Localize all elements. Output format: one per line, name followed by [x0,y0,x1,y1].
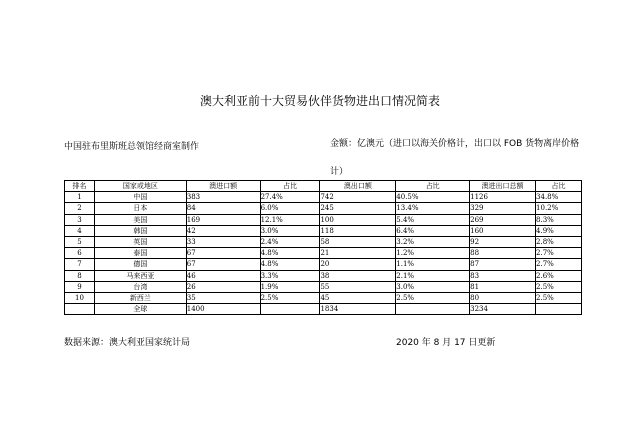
rank-cell: 1 [65,192,95,203]
trade-total-cell: 329 [470,203,536,214]
trade-total-cell: 1126 [470,192,536,203]
import-cell: 33 [186,236,260,247]
total-label: 全球 [94,304,186,315]
export-cell: 742 [320,192,396,203]
country-cell: 泰国 [94,248,186,259]
country-cell: 韩国 [94,225,186,236]
export-share-cell: 1.2% [396,248,470,259]
export-cell: 20 [320,259,396,270]
export-cell: 100 [320,214,396,225]
export-share-cell: 1.1% [396,259,470,270]
export-share-cell: 2.5% [396,292,470,303]
table-row [65,214,582,225]
import-cell: 169 [186,214,260,225]
export-cell: 58 [320,236,396,247]
country-cell: 新西兰 [94,292,186,303]
export-share-cell: 2.1% [396,270,470,281]
export-cell: 45 [320,292,396,303]
trade-share-cell: 2.8% [536,236,582,247]
table-row [65,259,582,270]
rank-cell: 7 [65,259,95,270]
rank-cell: 5 [65,236,95,247]
header-export-share: 占比 [396,181,470,192]
export-share-cell: 6.4% [396,225,470,236]
table-row [65,203,582,214]
table-row [65,236,582,247]
table-row [65,192,582,203]
trade-share-cell: 2.6% [536,270,582,281]
page-title: 澳大利亚前十大贸易伙伴货物进出口情况简表 [199,94,440,108]
rank-cell: 8 [65,270,95,281]
export-share-cell: 40.5% [396,192,470,203]
table-row [65,248,582,259]
trade-total-cell: 92 [470,236,536,247]
import-share-cell: 27.4% [260,192,320,203]
trade-share-cell: 2.7% [536,248,582,259]
total-export: 1834 [320,304,396,315]
header-country: 国家或地区 [94,181,186,192]
country-cell: 德国 [94,259,186,270]
import-share-cell: 1.9% [260,281,320,292]
table-header-row [65,181,582,192]
country-cell: 马来西亚 [94,270,186,281]
header-trade-total: 澳进出口总额 [470,181,536,192]
table-row [65,281,582,292]
total-export-share [396,304,470,315]
total-row [65,304,582,315]
export-share-cell: 3.0% [396,281,470,292]
rank-cell: 9 [65,281,95,292]
import-cell: 42 [186,225,260,236]
header-trade-share: 占比 [536,181,582,192]
trade-share-cell: 8.3% [536,214,582,225]
import-share-cell: 3.3% [260,270,320,281]
country-cell: 中国 [94,192,186,203]
country-cell: 日本 [94,203,186,214]
trade-total-cell: 83 [470,270,536,281]
trade-share-cell: 10.2% [536,203,582,214]
import-cell: 26 [186,281,260,292]
total-trade-share [536,304,582,315]
trade-share-cell: 4.9% [536,225,582,236]
trade-share-cell: 2.5% [536,281,582,292]
table-row [65,225,582,236]
producer-note: 中国驻布里斯班总领馆经商室制作 [64,142,200,152]
rank-cell: 10 [65,292,95,303]
export-share-cell: 5.4% [396,214,470,225]
header-import: 澳进口额 [186,181,260,192]
rank-cell: 2 [65,203,95,214]
total-import-share [260,304,320,315]
country-cell: 美国 [94,214,186,225]
country-cell: 英国 [94,236,186,247]
trade-share-cell: 2.7% [536,259,582,270]
export-cell: 21 [320,248,396,259]
header-import-share: 占比 [260,181,320,192]
rank-cell: 4 [65,225,95,236]
import-share-cell: 2.4% [260,236,320,247]
import-cell: 67 [186,248,260,259]
trade-total-cell: 81 [470,281,536,292]
import-share-cell: 2.5% [260,292,320,303]
total-import: 1400 [186,304,260,315]
trade-total-cell: 160 [470,225,536,236]
trade-total-cell: 80 [470,292,536,303]
header-export: 澳出口额 [320,181,396,192]
import-cell: 84 [186,203,260,214]
trade-table [64,180,582,315]
export-cell: 118 [320,225,396,236]
trade-total-cell: 87 [470,259,536,270]
total-trade: 3234 [470,304,536,315]
trade-total-cell: 88 [470,248,536,259]
country-cell: 台湾 [94,281,186,292]
source-note: 数据来源：澳大利亚国家统计局 [64,338,191,348]
import-cell: 67 [186,259,260,270]
import-share-cell: 12.1% [260,214,320,225]
table-row [65,270,582,281]
import-share-cell: 4.8% [260,259,320,270]
trade-total-cell: 269 [470,214,536,225]
export-cell: 55 [320,281,396,292]
import-cell: 46 [186,270,260,281]
rank-cell: 6 [65,248,95,259]
export-share-cell: 13.4% [396,203,470,214]
import-share-cell: 4.8% [260,248,320,259]
import-share-cell: 6.0% [260,203,320,214]
import-cell: 383 [186,192,260,203]
import-cell: 35 [186,292,260,303]
trade-share-cell: 34.8% [536,192,582,203]
export-cell: 38 [320,270,396,281]
export-share-cell: 3.2% [396,236,470,247]
trade-share-cell: 2.5% [536,292,582,303]
export-cell: 245 [320,203,396,214]
total-rank-cell [65,304,95,315]
import-share-cell: 3.0% [260,225,320,236]
header-rank: 排名 [65,181,95,192]
rank-cell: 3 [65,214,95,225]
table-row [65,292,582,303]
unit-note: 金额：亿澳元（进口以海关价格计，出口以 FOB 货物离岸价格计） [330,139,580,177]
update-date: 2020 年 8 月 17 日更新 [396,338,496,348]
